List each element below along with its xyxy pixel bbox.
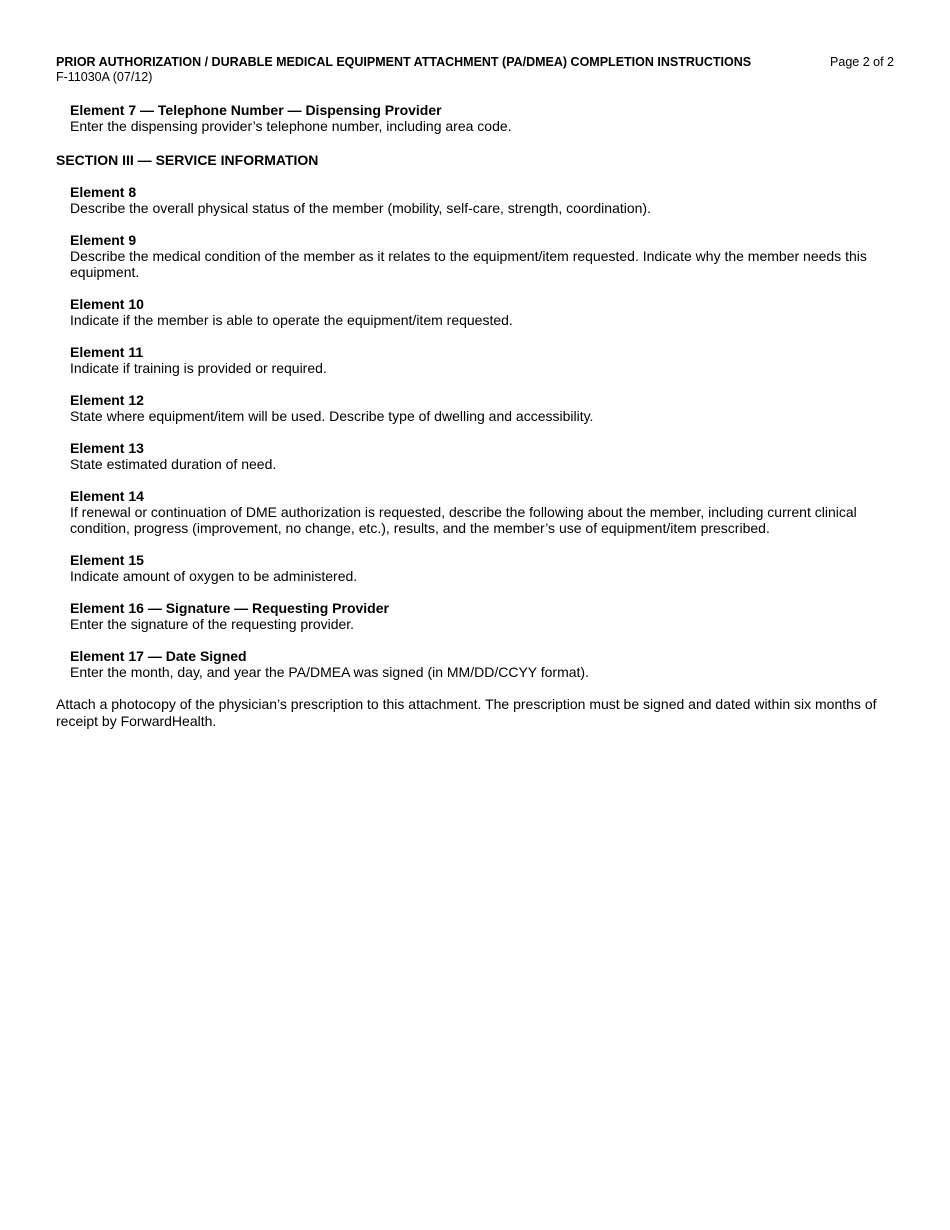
element-13-title: Element 13: [70, 440, 144, 456]
element-17-block: [70, 648, 880, 680]
element-13-text: State estimated duration of need.: [70, 456, 277, 472]
element-10-block: [70, 296, 880, 328]
element-17-title: Element 17 — Date Signed: [70, 648, 247, 664]
element-7-text: Enter the dispensing provider’s telephone number, including area code.: [70, 118, 512, 134]
element-10-title: Element 10: [70, 296, 144, 312]
document-title: PRIOR AUTHORIZATION / DURABLE MEDICAL EQUIPMENT ATTACHMENT (PA/DMEA) COMPLETION INSTRUCTIONS: [56, 55, 752, 69]
element-8-text: Describe the overall physical status of the member (mobility, self-care, strength, coordination).: [70, 200, 651, 216]
element-9-title: Element 9: [70, 232, 137, 248]
section-3-heading: SECTION III — SERVICE INFORMATION: [56, 152, 319, 168]
element-11-title: Element 11: [70, 344, 144, 360]
element-12-title: Element 12: [70, 392, 144, 408]
element-15-block: [70, 552, 880, 584]
element-10-text: Indicate if the member is able to operate the equipment/item requested.: [70, 312, 513, 328]
element-14-title: Element 14: [70, 488, 144, 504]
element-15-title: Element 15: [70, 552, 144, 568]
element-11-block: [70, 344, 880, 376]
page-number: Page 2 of 2: [830, 55, 894, 69]
element-8-block: [70, 184, 880, 216]
element-11-text: Indicate if training is provided or required.: [70, 360, 327, 376]
element-14-text: If renewal or continuation of DME authorization is requested, describe the following about the member, including current clinical condition, progress (improvement, no change, etc.), results, and the member’s use of equipment/item prescribed.: [70, 504, 857, 536]
element-17-text: Enter the month, day, and year the PA/DMEA was signed (in MM/DD/CCYY format).: [70, 664, 589, 680]
document-page: [56, 55, 896, 729]
closing-paragraph: Attach a photocopy of the physician’s prescription to this attachment. The prescription must be signed and dated within six months of receipt by ForwardHealth.: [56, 696, 877, 729]
element-8-title: Element 8: [70, 184, 137, 200]
element-16-text: Enter the signature of the requesting provider.: [70, 616, 355, 632]
element-14-block: [70, 488, 880, 536]
element-16-title: Element 16 — Signature — Requesting Provider: [70, 600, 389, 616]
element-9-block: [70, 232, 880, 280]
form-id: F-11030A (07/12): [56, 70, 153, 84]
element-7-block: [70, 102, 880, 134]
element-15-text: Indicate amount of oxygen to be administered.: [70, 568, 358, 584]
element-16-block: [70, 600, 880, 632]
element-9-text: Describe the medical condition of the member as it relates to the equipment/item requested. Indicate why the member needs this equipment.: [70, 248, 867, 280]
element-12-block: [70, 392, 880, 424]
element-12-text: State where equipment/item will be used. Describe type of dwelling and accessibility.: [70, 408, 594, 424]
element-13-block: [70, 440, 880, 472]
page-header: [56, 55, 896, 85]
element-7-title: Element 7 — Telephone Number — Dispensing Provider: [70, 102, 442, 118]
